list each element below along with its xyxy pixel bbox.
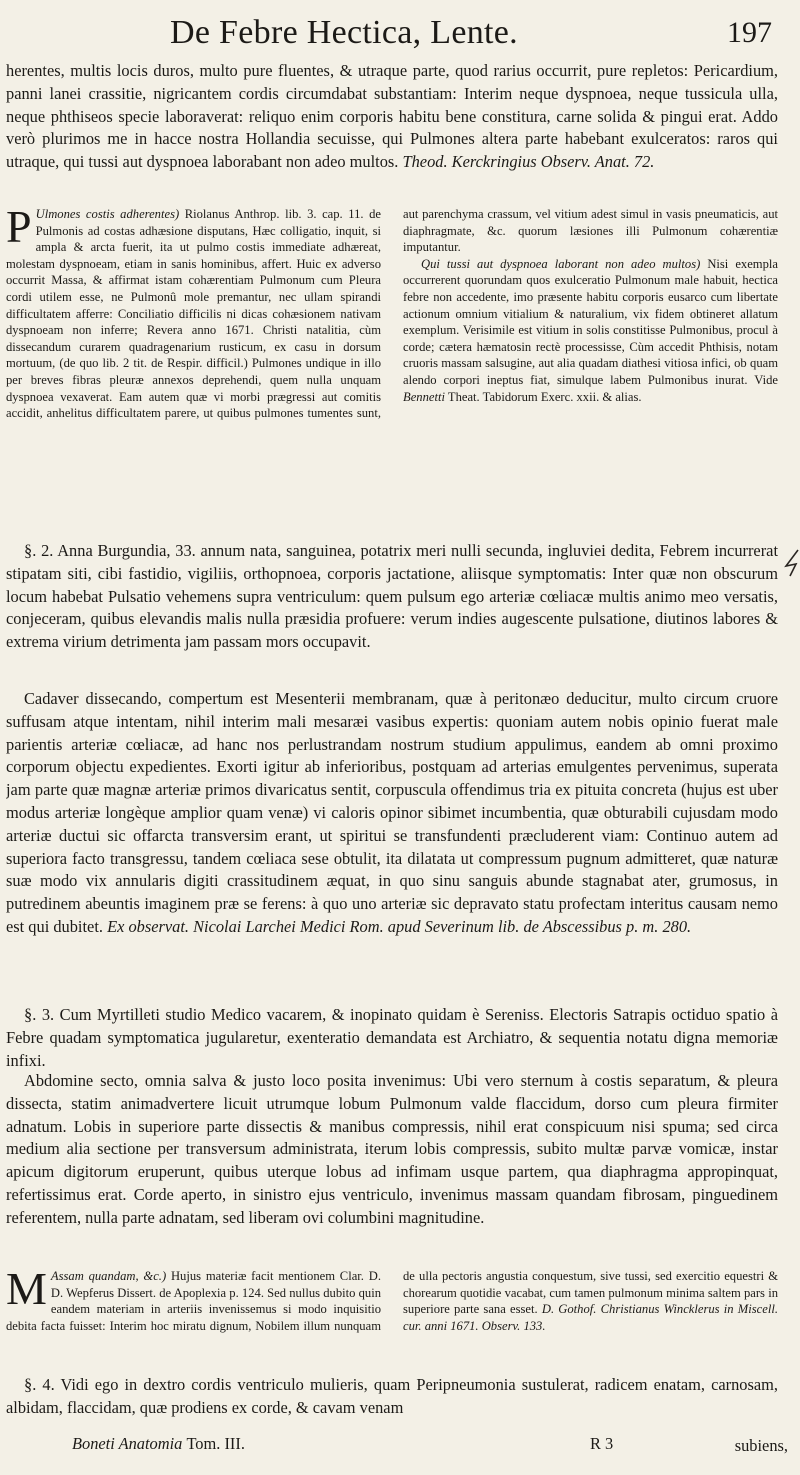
catchword: subiens,	[734, 1436, 788, 1455]
vide-word: Vide	[754, 372, 778, 387]
annotation-citation: D. Gothof. Christianus Wincklerus in Miscell. cur. anni 1671. Observ. 133.	[403, 1302, 778, 1333]
section-2-text-1: §. 2. Anna Burgundia, 33. annum nata, sanguinea, potatrix meri nulli secunda, ingluviei dedita, Febrem incurrerat stipatam siti, cibi fastidio, vigiliis, orthopnoea, corporis jactatione, aliisque symptomatis: Inter quæ non obscurum locum habebat Pulsatio vehemens supra ventriculum: quem pulsum ego arteriæ cœliacæ multis animo meo versatis, conjeceram, quibus elevandis malis nulla præsidia profuere: verum indies augescente pulsatione, diutinos labores & extrema virium detrimenta jam passam mors occupavit.	[6, 541, 778, 652]
signature-mark: R 3	[590, 1434, 614, 1453]
annotation-text-3: Hujus materiæ facit mentionem Clar. D. D. Wepferus Dissert. de Apoplexia p. 124. Sed nullus dubito quin eandem materiam in arteriis invenissemus si modo inquisitio debita facta fuisset: Interim hoc miratu dignum, Nobilem illum nunquam de ulla pectoris angustia conquestum, sive tussi, sed exercitio equestri & chorearum quotidie vacabat, cum tamen pulmonum minima saltem pars in superiore parte sana esset.	[6, 1269, 778, 1333]
dropcap-letter: P	[6, 206, 32, 252]
lemma-text-3: Assam quandam, &c.)	[50, 1269, 167, 1283]
section-4-para-1	[6, 1374, 778, 1422]
top-paragraph	[6, 60, 778, 198]
margin-pen-mark-icon	[782, 548, 800, 578]
top-citation: Theod. Kerckringius Observ. Anat. 72.	[402, 152, 655, 172]
footer-title: Boneti Anatomia	[72, 1434, 183, 1453]
section-3-text-1: §. 3. Cum Myrtilleti studio Medico vacarem, & inopinato quidam è Sereniss. Electoris Satrapis octiduo spatio à Febre quadam symptomatica jugularetur, exenteratio demandata est Archiatro, & sequentia notatu digna memoriæ infixi.	[6, 1005, 778, 1070]
lemma-text-2: Qui tussi aut dyspnoea laborant non adeo multos)	[421, 256, 701, 271]
dropcap-letter-2: M	[6, 1268, 47, 1314]
annotation-text: Riolanus Anthrop. lib. 3. cap. 11. de Pulmonis ad costas adhæsione disputans, Hæc colligatio, inquit, si ampla & arcta fuerit, ita ut pulmo costis immediate adhæreat, molestam dyspnoeam, etiam in sanis hominibus, affert. Huic ex adverso occurrit Massa, & affirmat istam cohærentiam Pulmonum cum Pleura cordi utilem esse, ne Pulmonû mole premantur, nec ullam spirandi difficultatem afferre: Conciliatio difficilis ni dicas cohæsionem nativam dyspnoeam non inferre; Revera anno 1671. Christi natalitia, cùm dissecandum curarem quadragenarium rusticum, ex casu in dorsum mortuum, (de quo lib. 2 tit. de Respir. difficil.) Pulmones undique in illo per breves fibras pleuræ annexos deprehendi, quem nulla unquam dyspnoea vexaverat. Eam autem quæ vi morbi prægressi aut comitis accidit, anhelitus difficultatem parere, ut quibus pulmones tumentes sunt, aut parenchyma crassum, vel vitium adest simul in vasis pneumaticis, aut diaphragmate, &c. quorum læsiones illi Pulmonum cohærentiæ imputantur.	[6, 207, 778, 421]
annotation-text-2: Nisi exempla occurrerent quorundam quos exulceratio Pulmonum male habuit, hectica febre non accedente, imo præsente habitu corporis eusarco cum libertate actionum omnium vitialium & naturalium, vix fidem obtineret allatum exemplum. Verisimile est vitium in solis constitisse Pulmonibus, procul à corde; cætera hæmatosin rectè processisse, Cùm accedit Phthisis, notam cruoris massam salsugine, aut alia quadam diathesi vitiosa infici, ob quam alendo corpori ineptus fiat, simulque labem Pulmonibus inurat.	[403, 256, 778, 387]
section-2-para-1	[6, 540, 778, 686]
page-number: 197	[727, 16, 772, 49]
running-title: De Febre Hectica, Lente.	[170, 14, 518, 51]
running-header	[170, 14, 780, 58]
page-footer	[6, 1428, 790, 1462]
section-3-para-2	[6, 1070, 778, 1266]
section-4-text-1: §. 4. Vidi ego in dextro cordis ventriculo mulieris, quam Peripneumonia sustulerat, radicem enatam, carnosam, albidam, flaccidam, quæ prodiens ex corde, & cavam venam	[6, 1375, 778, 1417]
footer-volume: Tom. III.	[186, 1434, 245, 1453]
vide-tail: Theat. Tabidorum Exerc. xxii. & alias.	[447, 389, 642, 404]
top-paragraph-text: herentes, multis locis duros, multo pure fluentes, & utraque parte, quod rarius occurrit, pure repletos: Pericardium, panni lanei crassitie, nigricantem cordis circumdabat substantiam: Interim neque dyspnoea, neque tussicula ulla, neque phthiseos specie laboraverat: reliquo enim corporis habitu bene constitura, carne solida & pingui erat. Addo verò plurimos me in hacce nostra Hollandia secuisse, qui Pulmones altera parte habebant exulceratos: raros qui utraque, qui tussi aut dyspnoea laborabant non adeo multos.	[6, 61, 778, 172]
section-2-text-2: Cadaver dissecando, compertum est Mesenterii membranam, quæ à peritonæo deducitur, multo circum cruore suffusam atque intentam, nihil interim mali mesaræi vasibus expertis: quoniam autem nobis opinio fuerat male parientis arteriæ cœliacæ, ad hanc nos perlustrandam nostrum studium appulimus, eandem ab omni proximo corporum objectu expedientes. Exorti igitur ab inferioribus, postquam ad arterias emulgentes pervenimus, superata jam parte quæ magnæ arteriæ primos divaricatus sentit, corpuscula offendimus tria ex pituita concreta (hujus est uber modus arteriæ longèque amplior quam venæ) vi caloris opinor sibimet incumbentia, quæ obturabili cujusdam modo arteriæ ductui sic offarcta transversim erant, ut spiritui se transfundenti præcluderent viam: Continuo autem ad superiora facto transgressu, tandem cœliaca sese obtulit, ita dilatata ut compressum pugnum admitteret, quæ naturæ suæ modo vix annularis digiti crassitudinem æquat, in quo sinu sanguis abunde stagnabat ater, grumosus, in putredinem abeuntis imaginem præ se ferens: à quo uno arteriæ sic depravato statu profectam interitus causam nemo est qui dubitet.	[6, 689, 778, 936]
section-2-para-2	[6, 688, 778, 1004]
section-2-citation: Ex observat. Nicolai Larchei Medici Rom. apud Severinum lib. de Abscessibus p. m. 280.	[107, 916, 692, 936]
footer-signature	[72, 1434, 245, 1454]
observatio-block-1	[6, 206, 778, 526]
vide-reference: Bennetti	[403, 389, 445, 404]
observatio-block-2	[6, 1268, 778, 1368]
lemma-text: Ulmones costis adherentes)	[35, 207, 180, 221]
section-3-para-1	[6, 1004, 778, 1070]
section-3-text-2: Abdomine secto, omnia salva & justo loco posita invenimus: Ubi vero sternum à costis separatum, & pleura dissecta, statim animadvertere licuit utrumque lobum Pulmonum valde flaccidum, dorso cum pleura firmiter adnatum. Lobis in superiore parte dissectis & manibus compressis, nihil erat conspicuum nisi spuma; sed circa medium alia sectione per transversum administrata, iterum lobis compressis, subito multæ parvæ vomicæ, instar apicum digitorum eruperunt, quibus uterque lobus ad infimam usque partem, qua diaphragma appropinquat, refertissimus erat. Corde aperto, in sinistro ejus ventriculo, invenimus massam quandam fibrosam, pinguedinem referentem, nulla parte adnatam, sed liberam ovi columbini magnitudine.	[6, 1071, 778, 1227]
